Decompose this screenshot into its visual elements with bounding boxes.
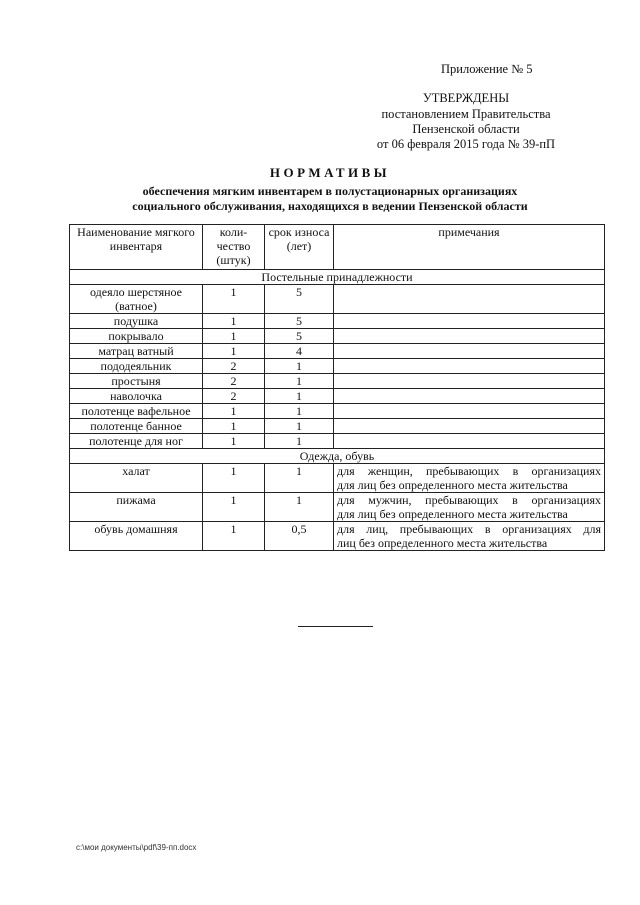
- cell-term: 1: [265, 359, 334, 374]
- table-row: [70, 389, 605, 404]
- cell-name: полотенце банное: [70, 419, 203, 434]
- cell-quantity: 1: [203, 344, 265, 359]
- approved-line-decree: постановлением Правительства: [381, 107, 551, 121]
- cell-note: [334, 285, 605, 314]
- note-line: для женщин, пребывающих в организациях: [337, 464, 601, 478]
- cell-name: подушка: [70, 314, 203, 329]
- table-row: [70, 314, 605, 329]
- table-row: [70, 404, 605, 419]
- cell-term: 0,5: [265, 522, 334, 551]
- section-title: Одежда, обувь: [70, 449, 605, 464]
- cell-note: [334, 329, 605, 344]
- cell-name: полотенце вафельное: [70, 404, 203, 419]
- note-line: для лиц без определенного места жительства: [337, 507, 568, 521]
- cell-name: обувь домашняя: [70, 522, 203, 551]
- approved-line-region: Пензенской области: [412, 122, 520, 136]
- document-title: НОРМАТИВЫ: [269, 165, 391, 180]
- cell-term: 1: [265, 374, 334, 389]
- cell-note: [334, 344, 605, 359]
- table-row: [70, 434, 605, 449]
- table-row: [70, 419, 605, 434]
- note-line: для мужчин, пребывающих в организациях: [337, 493, 601, 507]
- cell-term: 1: [265, 419, 334, 434]
- cell-quantity: 1: [203, 493, 265, 522]
- approval-block: [360, 91, 572, 152]
- document-title-block: [95, 165, 565, 214]
- cell-quantity: 1: [203, 314, 265, 329]
- cell-term: 1: [265, 404, 334, 419]
- cell-term: 1: [265, 389, 334, 404]
- document-subtitle-line-2: социального обслуживания, находящихся в ведении Пензенской области: [132, 199, 528, 213]
- table-row: [70, 329, 605, 344]
- table-row: [70, 359, 605, 374]
- cell-term: 1: [265, 464, 334, 493]
- cell-name: наволочка: [70, 389, 203, 404]
- table-row: [70, 285, 605, 314]
- cell-quantity: 2: [203, 359, 265, 374]
- cell-name: пододеяльник: [70, 359, 203, 374]
- cell-note: [334, 389, 605, 404]
- cell-quantity: 1: [203, 434, 265, 449]
- cell-quantity: 1: [203, 329, 265, 344]
- cell-note: [334, 493, 605, 522]
- cell-quantity: 1: [203, 419, 265, 434]
- cell-note: [334, 404, 605, 419]
- section-row-clothing: [70, 449, 605, 464]
- approved-title: УТВЕРЖДЕНЫ: [422, 91, 510, 105]
- note-line: для лиц без определенного места жительства: [337, 478, 568, 492]
- table-header-row: [70, 225, 605, 270]
- appendix-number: Приложение № 5: [441, 62, 533, 76]
- cell-quantity: 2: [203, 389, 265, 404]
- cell-name: халат: [70, 464, 203, 493]
- header-term: срок износа (лет): [265, 225, 334, 270]
- cell-quantity: 2: [203, 374, 265, 389]
- cell-name: простыня: [70, 374, 203, 389]
- cell-quantity: 1: [203, 464, 265, 493]
- document-subtitle-line-1: обеспечения мягким инвентарем в полустационарных организациях: [142, 184, 518, 198]
- cell-term: 1: [265, 493, 334, 522]
- cell-name: пижама: [70, 493, 203, 522]
- cell-note: [334, 464, 605, 493]
- cell-name: одеяло шерстяное (ватное): [70, 285, 203, 314]
- cell-term: 5: [265, 314, 334, 329]
- cell-name: матрац ватный: [70, 344, 203, 359]
- cell-quantity: 1: [203, 285, 265, 314]
- cell-quantity: 1: [203, 522, 265, 551]
- cell-name: покрывало: [70, 329, 203, 344]
- cell-note: [334, 419, 605, 434]
- header-name: Наименование мягкого инвентаря: [70, 225, 203, 270]
- header-quantity: коли-чество (штук): [203, 225, 265, 270]
- table-row: [70, 374, 605, 389]
- note-line: для лиц, пребывающих в организациях для: [337, 522, 601, 536]
- cell-term: 5: [265, 285, 334, 314]
- table-row: [70, 522, 605, 551]
- separator-line: [298, 626, 373, 627]
- section-title: Постельные принадлежности: [70, 270, 605, 285]
- footer-file-path: c:\мои документы\pdf\39-пп.docx: [76, 843, 197, 852]
- header-notes: примечания: [334, 225, 605, 270]
- cell-note: [334, 522, 605, 551]
- cell-name: полотенце для ног: [70, 434, 203, 449]
- table-row: [70, 493, 605, 522]
- approved-line-date: от 06 февраля 2015 года № 39-пП: [376, 137, 556, 151]
- table-row: [70, 344, 605, 359]
- cell-term: 5: [265, 329, 334, 344]
- cell-note: [334, 374, 605, 389]
- cell-term: 1: [265, 434, 334, 449]
- section-row-bedding: [70, 270, 605, 285]
- cell-note: [334, 359, 605, 374]
- cell-note: [334, 314, 605, 329]
- cell-quantity: 1: [203, 404, 265, 419]
- table-row: [70, 464, 605, 493]
- cell-term: 4: [265, 344, 334, 359]
- note-line: лиц без определенного места жительства: [337, 536, 548, 550]
- norms-table: [69, 224, 605, 551]
- cell-note: [334, 434, 605, 449]
